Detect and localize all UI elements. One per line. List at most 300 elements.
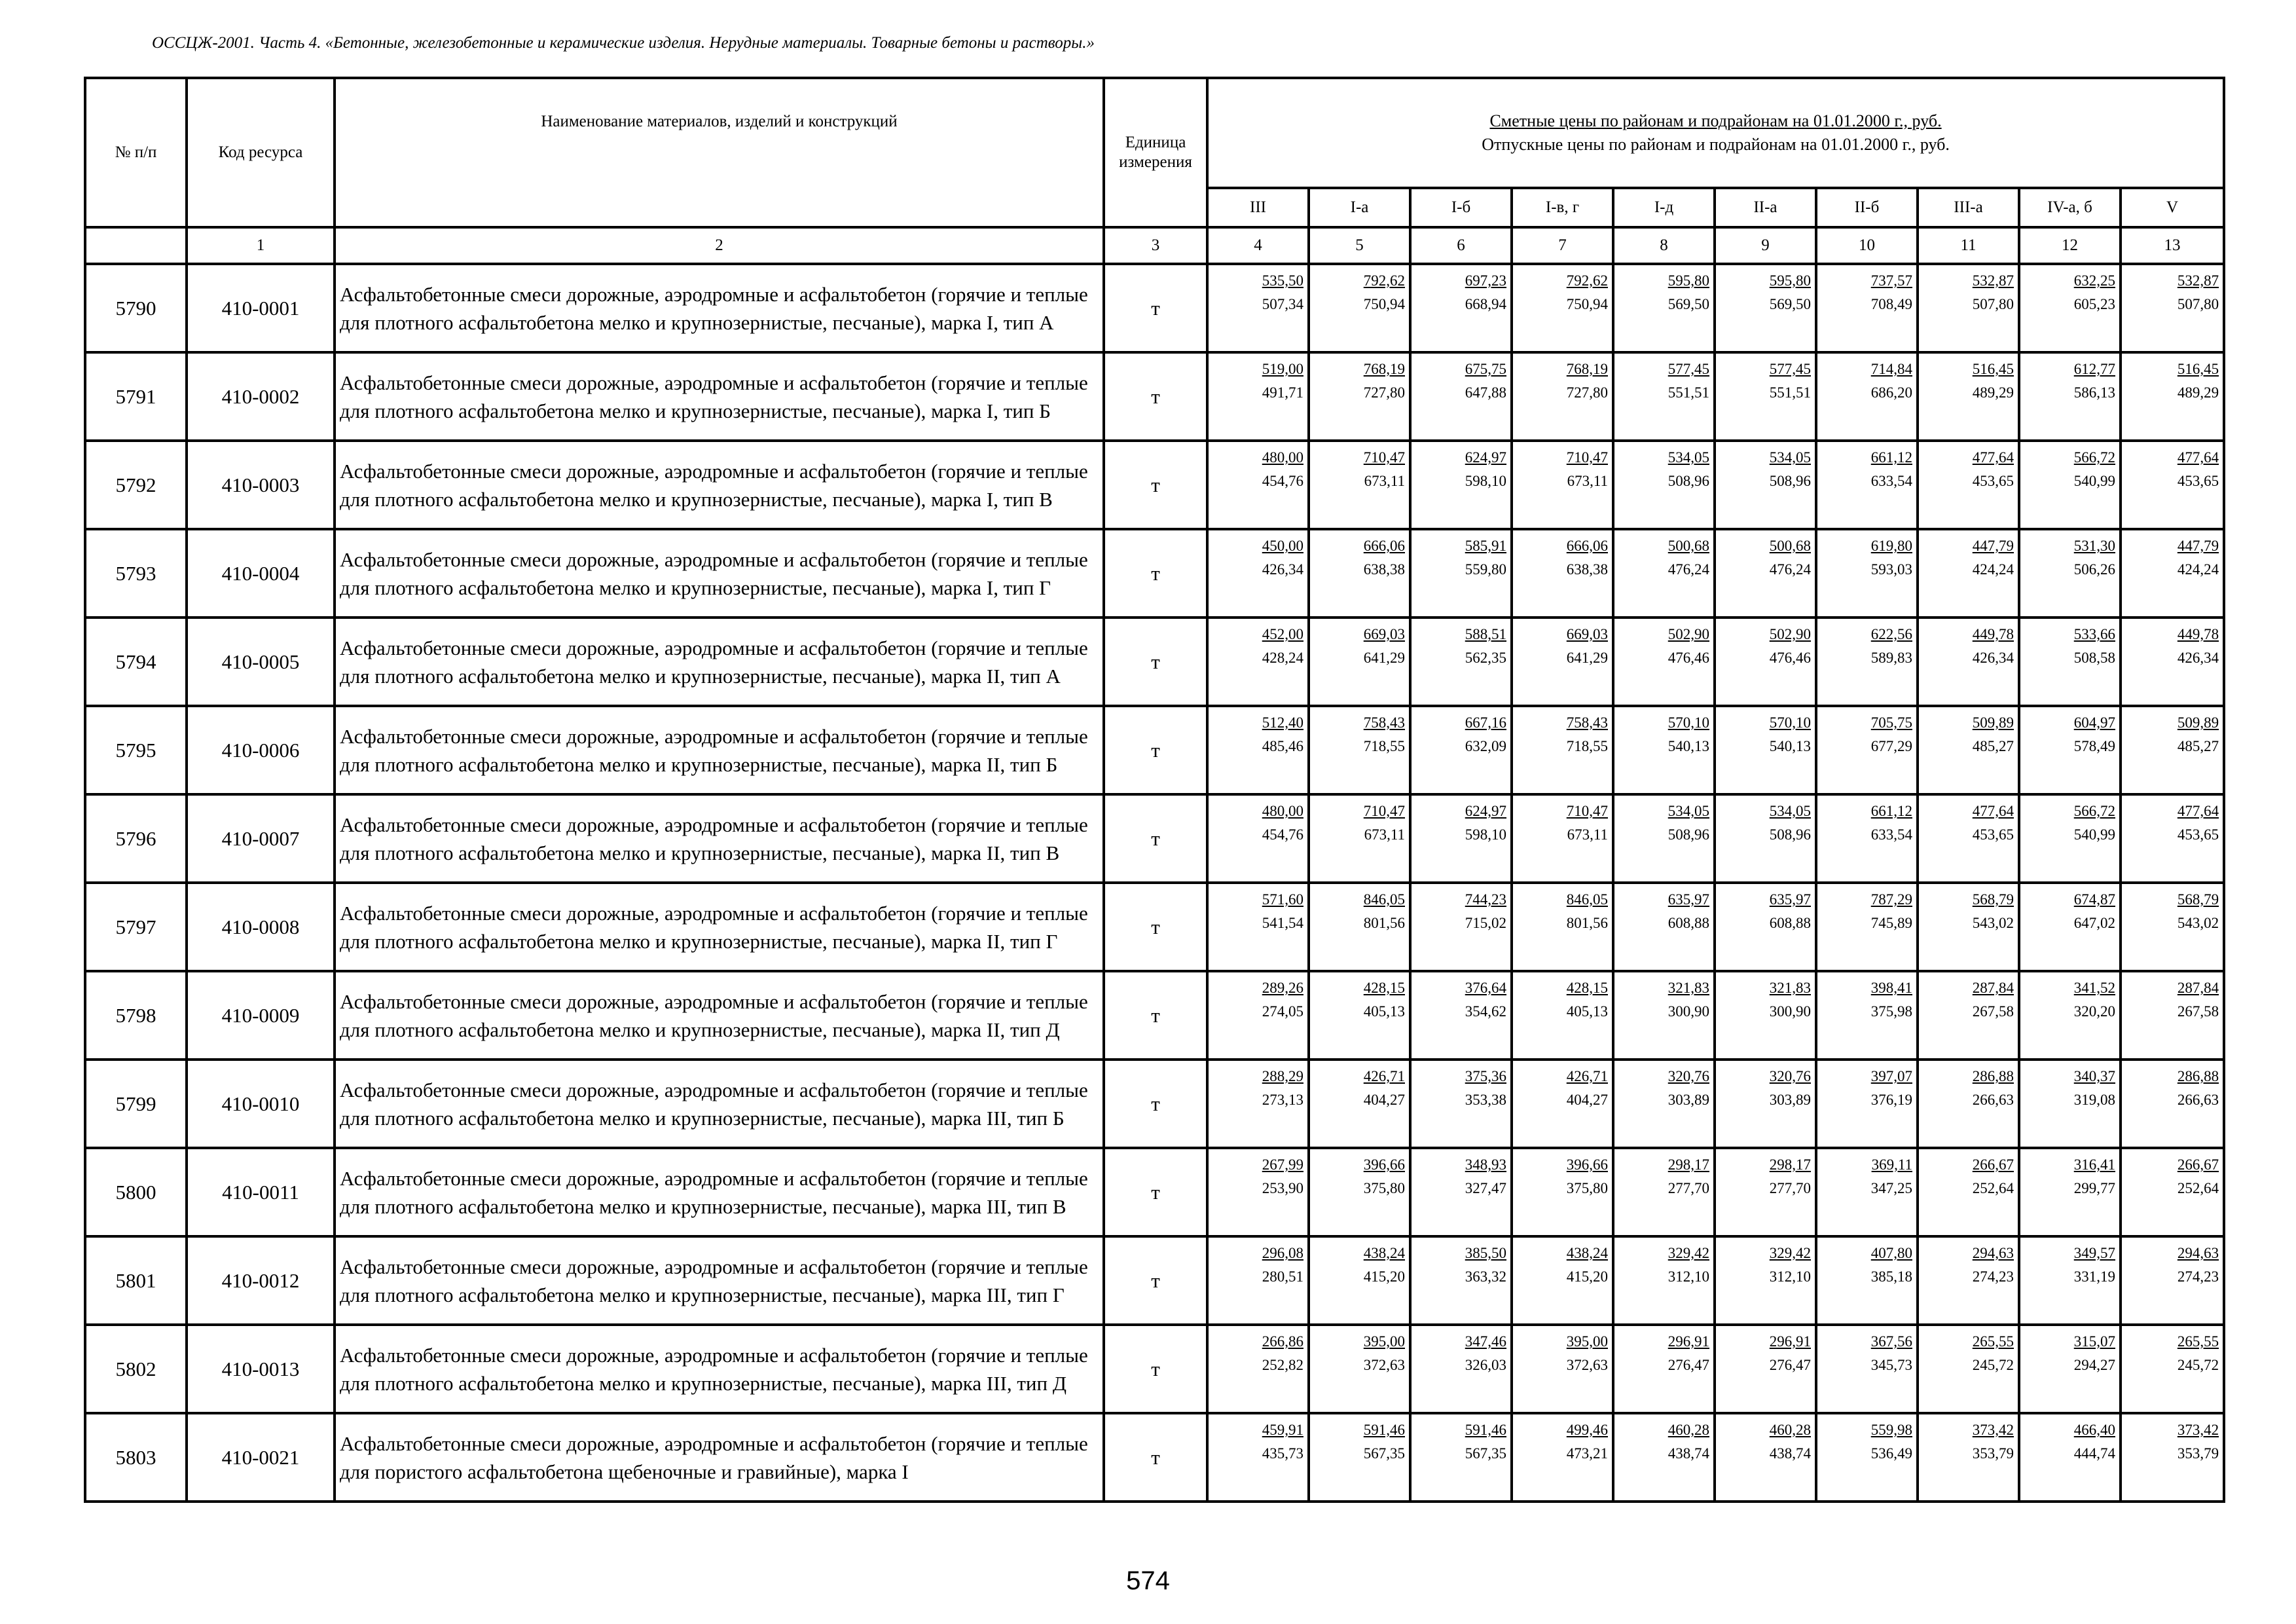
price-cell <box>1816 352 1918 441</box>
unit-cell: т <box>1104 352 1207 441</box>
release-price: 485,27 <box>2177 738 2219 754</box>
release-price: 320,20 <box>2073 1003 2115 1020</box>
estimate-price: 667,16 <box>1465 714 1506 731</box>
column-number-cell: 5 <box>1309 227 1410 264</box>
release-price: 277,70 <box>1667 1180 1709 1196</box>
price-cell <box>1410 706 1512 794</box>
price-cell <box>1410 1060 1512 1148</box>
estimate-price: 568,79 <box>2177 891 2219 908</box>
estimate-price: 533,66 <box>2073 626 2115 642</box>
estimate-price: 320,76 <box>1769 1068 1811 1084</box>
price-cell <box>2121 1236 2224 1325</box>
table-row <box>85 794 2224 883</box>
price-cell <box>1613 1236 1715 1325</box>
resource-code: 410-0010 <box>187 1060 335 1148</box>
estimate-price: 426,71 <box>1363 1068 1405 1084</box>
release-price: 294,27 <box>2073 1357 2115 1373</box>
release-price: 569,50 <box>1667 296 1709 312</box>
estimate-price: 321,83 <box>1667 980 1709 996</box>
price-table <box>84 77 2225 1503</box>
estimate-price: 792,62 <box>1566 272 1608 289</box>
estimate-price: 509,89 <box>1972 714 2014 731</box>
release-price: 266,63 <box>1972 1092 2014 1108</box>
estimate-price: 570,10 <box>1769 714 1811 731</box>
price-cell <box>1816 706 1918 794</box>
estimate-price: 407,80 <box>1870 1245 1912 1261</box>
price-cell <box>1410 794 1512 883</box>
column-number-cell: 10 <box>1816 227 1918 264</box>
column-number-cell: 4 <box>1207 227 1309 264</box>
price-cell <box>1207 971 1309 1060</box>
estimate-price: 532,87 <box>2177 272 2219 289</box>
price-cell <box>1207 1413 1309 1502</box>
release-price: 376,19 <box>1870 1092 1912 1108</box>
estimate-price: 705,75 <box>1870 714 1912 731</box>
estimate-price: 758,43 <box>1566 714 1608 731</box>
table-row <box>85 264 2224 352</box>
release-price: 428,24 <box>1262 650 1303 666</box>
price-cell <box>1816 794 1918 883</box>
price-cell <box>1918 352 2019 441</box>
estimate-price: 460,28 <box>1769 1422 1811 1438</box>
estimate-price: 661,12 <box>1870 449 1912 466</box>
price-cell <box>2121 706 2224 794</box>
release-price: 253,90 <box>1262 1180 1303 1196</box>
region-header: II-а <box>1715 188 1816 227</box>
release-price: 608,88 <box>1769 915 1811 931</box>
row-number: 5798 <box>85 971 187 1060</box>
unit-cell: т <box>1104 1060 1207 1148</box>
release-price: 303,89 <box>1769 1092 1811 1108</box>
release-price: 345,73 <box>1870 1357 1912 1373</box>
release-price: 424,24 <box>2177 561 2219 578</box>
estimate-price: 768,19 <box>1363 361 1405 377</box>
estimate-price: 669,03 <box>1363 626 1405 642</box>
estimate-price: 373,42 <box>2177 1422 2219 1438</box>
price-cell <box>1613 618 1715 706</box>
estimate-price: 298,17 <box>1769 1156 1811 1173</box>
price-cell <box>1816 1060 1918 1148</box>
row-number: 5800 <box>85 1148 187 1236</box>
material-name: Асфальтобетонные смеси дорожные, аэродромные и асфальтобетон (горячие и теплые для плотного асфальтобетона мелко и крупнозернистые, песчаные), марка I, тип А <box>335 264 1104 352</box>
price-cell <box>1309 794 1410 883</box>
region-header: I-а <box>1309 188 1410 227</box>
price-cell <box>1309 1148 1410 1236</box>
row-number: 5794 <box>85 618 187 706</box>
price-cell <box>1207 618 1309 706</box>
estimate-price: 294,63 <box>1972 1245 2014 1261</box>
header-unit: Единица измерения <box>1104 78 1207 227</box>
estimate-price: 674,87 <box>2073 891 2115 908</box>
estimate-price: 500,68 <box>1667 538 1709 554</box>
price-cell <box>1613 264 1715 352</box>
estimate-price: 635,97 <box>1667 891 1709 908</box>
price-cell <box>2019 971 2121 1060</box>
resource-code: 410-0008 <box>187 883 335 971</box>
release-price: 589,83 <box>1870 650 1912 666</box>
price-cell <box>1613 1148 1715 1236</box>
price-cell <box>2121 883 2224 971</box>
estimate-price: 298,17 <box>1667 1156 1709 1173</box>
release-price: 543,02 <box>2177 915 2219 931</box>
resource-code: 410-0003 <box>187 441 335 529</box>
release-price: 586,13 <box>2073 384 2115 401</box>
price-cell <box>1613 883 1715 971</box>
price-cell <box>1410 529 1512 618</box>
release-price: 454,76 <box>1262 826 1303 843</box>
price-cell <box>2121 1325 2224 1413</box>
price-cell <box>1309 1236 1410 1325</box>
material-name: Асфальтобетонные смеси дорожные, аэродромные и асфальтобетон (горячие и теплые для плотного асфальтобетона мелко и крупнозернистые, песчаные), марка III, тип Б <box>335 1060 1104 1148</box>
price-cell <box>1512 883 1613 971</box>
price-cell <box>1816 618 1918 706</box>
release-price: 686,20 <box>1870 384 1912 401</box>
material-name: Асфальтобетонные смеси дорожные, аэродромные и асфальтобетон (горячие и теплые для плотного асфальтобетона мелко и крупнозернистые, песчаные), марка III, тип Г <box>335 1236 1104 1325</box>
release-price: 312,10 <box>1667 1268 1709 1285</box>
estimate-price: 792,62 <box>1363 272 1405 289</box>
price-cell <box>1512 352 1613 441</box>
resource-code: 410-0006 <box>187 706 335 794</box>
release-price: 245,72 <box>1972 1357 2014 1373</box>
release-price: 426,34 <box>2177 650 2219 666</box>
estimate-price: 516,45 <box>1972 361 2014 377</box>
release-price: 541,54 <box>1262 915 1303 931</box>
estimate-price: 477,64 <box>1972 449 2014 466</box>
price-cell <box>2121 529 2224 618</box>
estimate-price: 438,24 <box>1566 1245 1608 1261</box>
release-price: 252,82 <box>1262 1357 1303 1373</box>
row-number: 5792 <box>85 441 187 529</box>
unit-cell: т <box>1104 441 1207 529</box>
row-number: 5803 <box>85 1413 187 1502</box>
price-cell <box>1715 883 1816 971</box>
estimate-price: 675,75 <box>1465 361 1506 377</box>
estimate-price: 266,86 <box>1262 1333 1303 1350</box>
release-price: 252,64 <box>1972 1180 2014 1196</box>
column-number-cell: 9 <box>1715 227 1816 264</box>
price-cell <box>1918 971 2019 1060</box>
page-number: 574 <box>1126 1566 1170 1595</box>
estimate-price: 267,99 <box>1262 1156 1303 1173</box>
estimate-price: 595,80 <box>1667 272 1709 289</box>
estimate-price: 266,67 <box>2177 1156 2219 1173</box>
release-price: 508,96 <box>1769 473 1811 489</box>
estimate-price: 477,64 <box>1972 803 2014 819</box>
release-price: 489,29 <box>2177 384 2219 401</box>
price-cell <box>1715 441 1816 529</box>
table-row <box>85 883 2224 971</box>
row-number: 5802 <box>85 1325 187 1413</box>
release-price: 551,51 <box>1667 384 1709 401</box>
estimate-price: 570,10 <box>1667 714 1709 731</box>
estimate-price: 369,11 <box>1871 1156 1912 1173</box>
release-price: 598,10 <box>1465 826 1506 843</box>
region-header: IV-а, б <box>2019 188 2121 227</box>
release-price: 598,10 <box>1465 473 1506 489</box>
region-header: I-б <box>1410 188 1512 227</box>
release-price: 299,77 <box>2073 1180 2115 1196</box>
release-price: 372,63 <box>1363 1357 1405 1373</box>
release-price: 750,94 <box>1363 296 1405 312</box>
estimate-price: 287,84 <box>1972 980 2014 996</box>
release-price: 507,34 <box>1262 296 1303 312</box>
resource-code: 410-0011 <box>187 1148 335 1236</box>
estimate-price: 604,97 <box>2073 714 2115 731</box>
unit-cell: т <box>1104 529 1207 618</box>
release-price: 454,76 <box>1262 473 1303 489</box>
release-price: 476,46 <box>1769 650 1811 666</box>
price-cell <box>1918 1325 2019 1413</box>
release-price: 435,73 <box>1262 1445 1303 1462</box>
estimate-price: 512,40 <box>1262 714 1303 731</box>
row-number: 5791 <box>85 352 187 441</box>
price-cell <box>1410 264 1512 352</box>
estimate-price: 398,41 <box>1870 980 1912 996</box>
table-row <box>85 706 2224 794</box>
header-no: № п/п <box>85 78 187 227</box>
price-cell <box>1613 1413 1715 1502</box>
price-cell <box>1613 529 1715 618</box>
release-price: 801,56 <box>1363 915 1405 931</box>
estimate-price: 395,00 <box>1566 1333 1608 1350</box>
release-price: 540,99 <box>2073 473 2115 489</box>
price-cell <box>2121 794 2224 883</box>
estimate-price: 296,91 <box>1667 1333 1709 1350</box>
price-cell <box>1207 529 1309 618</box>
release-price: 745,89 <box>1870 915 1912 931</box>
price-cell <box>1816 883 1918 971</box>
release-price: 567,35 <box>1363 1445 1405 1462</box>
release-price: 551,51 <box>1769 384 1811 401</box>
estimate-price: 571,60 <box>1262 891 1303 908</box>
estimate-price: 744,23 <box>1465 891 1506 908</box>
estimate-price: 531,30 <box>2073 538 2115 554</box>
estimate-price: 296,91 <box>1769 1333 1811 1350</box>
price-cell <box>1918 441 2019 529</box>
estimate-price-title: Сметные цены по районам и подрайонам на 01.01.2000 г., руб. <box>1489 111 1942 130</box>
price-cell <box>1207 352 1309 441</box>
price-cell <box>1918 1148 2019 1236</box>
price-cell <box>1207 706 1309 794</box>
unit-cell: т <box>1104 971 1207 1060</box>
estimate-price: 566,72 <box>2073 803 2115 819</box>
release-price: 453,65 <box>1972 473 2014 489</box>
release-price: 415,20 <box>1363 1268 1405 1285</box>
release-price: 567,35 <box>1465 1445 1506 1462</box>
material-name: Асфальтобетонные смеси дорожные, аэродромные и асфальтобетон (горячие и теплые для плотного асфальтобетона мелко и крупнозернистые, песчаные), марка II, тип Б <box>335 706 1104 794</box>
estimate-price: 466,40 <box>2073 1422 2115 1438</box>
release-price: 353,38 <box>1465 1092 1506 1108</box>
price-cell <box>2019 794 2121 883</box>
price-cell <box>1512 1325 1613 1413</box>
estimate-price: 477,64 <box>2177 803 2219 819</box>
region-header: II-б <box>1816 188 1918 227</box>
release-price: 252,64 <box>2177 1180 2219 1196</box>
release-price: 507,80 <box>1972 296 2014 312</box>
price-cell <box>1410 352 1512 441</box>
estimate-price: 710,47 <box>1363 803 1405 819</box>
release-price: 715,02 <box>1465 915 1506 931</box>
column-number-cell: 7 <box>1512 227 1613 264</box>
estimate-price: 500,68 <box>1769 538 1811 554</box>
release-price: 353,79 <box>1972 1445 2014 1462</box>
estimate-price: 577,45 <box>1769 361 1811 377</box>
price-cell <box>1512 618 1613 706</box>
price-cell <box>2121 1148 2224 1236</box>
price-cell <box>2019 1236 2121 1325</box>
price-cell <box>1918 618 2019 706</box>
release-price: 540,13 <box>1769 738 1811 754</box>
release-price: 453,65 <box>2177 473 2219 489</box>
region-header: I-д <box>1613 188 1715 227</box>
release-price: 404,27 <box>1363 1092 1405 1108</box>
release-price: 801,56 <box>1566 915 1608 931</box>
price-cell <box>2019 1325 2121 1413</box>
material-name: Асфальтобетонные смеси дорожные, аэродромные и асфальтобетон (горячие и теплые для плотного асфальтобетона мелко и крупнозернистые, песчаные), марка III, тип Д <box>335 1325 1104 1413</box>
release-price-title: Отпускные цены по районам и подрайонам на 01.01.2000 г., руб. <box>1482 135 1950 154</box>
estimate-price: 349,57 <box>2073 1245 2115 1261</box>
price-cell <box>1613 352 1715 441</box>
estimate-price: 480,00 <box>1262 449 1303 466</box>
estimate-price: 265,55 <box>2177 1333 2219 1350</box>
release-price: 303,89 <box>1667 1092 1709 1108</box>
price-cell <box>1410 618 1512 706</box>
estimate-price: 585,91 <box>1465 538 1506 554</box>
price-cell <box>1613 971 1715 1060</box>
release-price: 668,94 <box>1465 296 1506 312</box>
estimate-price: 459,91 <box>1262 1422 1303 1438</box>
estimate-price: 568,79 <box>1972 891 2014 908</box>
release-price: 267,58 <box>2177 1003 2219 1020</box>
release-price: 331,19 <box>2073 1268 2115 1285</box>
release-price: 632,09 <box>1465 738 1506 754</box>
release-price: 319,08 <box>2073 1092 2115 1108</box>
price-cell <box>2019 618 2121 706</box>
price-cell <box>1309 1325 1410 1413</box>
estimate-price: 296,08 <box>1262 1245 1303 1261</box>
release-price: 372,63 <box>1566 1357 1608 1373</box>
release-price: 385,18 <box>1870 1268 1912 1285</box>
table-row <box>85 1148 2224 1236</box>
release-price: 750,94 <box>1566 296 1608 312</box>
table-row <box>85 1325 2224 1413</box>
estimate-price: 595,80 <box>1769 272 1811 289</box>
estimate-price: 661,12 <box>1870 803 1912 819</box>
price-cell <box>2019 529 2121 618</box>
estimate-price: 710,47 <box>1363 449 1405 466</box>
estimate-price: 438,24 <box>1363 1245 1405 1261</box>
release-price: 274,05 <box>1262 1003 1303 1020</box>
price-cell <box>1918 706 2019 794</box>
price-cell <box>1715 352 1816 441</box>
release-price: 489,29 <box>1972 384 2014 401</box>
column-number-cell: 2 <box>335 227 1104 264</box>
price-cell <box>2121 352 2224 441</box>
price-cell <box>1410 971 1512 1060</box>
release-price: 277,70 <box>1769 1180 1811 1196</box>
price-cell <box>1715 971 1816 1060</box>
price-cell <box>2121 1060 2224 1148</box>
table-body <box>85 264 2224 1502</box>
release-price: 453,65 <box>2177 826 2219 843</box>
material-name: Асфальтобетонные смеси дорожные, аэродромные и асфальтобетон (горячие и теплые для плотного асфальтобетона мелко и крупнозернистые, песчаные), марка II, тип В <box>335 794 1104 883</box>
estimate-price: 385,50 <box>1465 1245 1506 1261</box>
release-price: 426,34 <box>1972 650 2014 666</box>
release-price: 647,02 <box>2073 915 2115 931</box>
estimate-price: 428,15 <box>1566 980 1608 996</box>
estimate-price: 320,76 <box>1667 1068 1709 1084</box>
table-row <box>85 529 2224 618</box>
price-cell <box>1918 883 2019 971</box>
estimate-price: 737,57 <box>1870 272 1912 289</box>
resource-code: 410-0013 <box>187 1325 335 1413</box>
region-header: I-в, г <box>1512 188 1613 227</box>
price-cell <box>1512 794 1613 883</box>
price-cell <box>1512 441 1613 529</box>
price-cell <box>1816 1413 1918 1502</box>
price-cell <box>1715 1325 1816 1413</box>
estimate-price: 376,64 <box>1465 980 1506 996</box>
material-name: Асфальтобетонные смеси дорожные, аэродромные и асфальтобетон (горячие и теплые для плотного асфальтобетона мелко и крупнозернистые, песчаные), марка II, тип А <box>335 618 1104 706</box>
release-price: 536,49 <box>1870 1445 1912 1462</box>
material-name: Асфальтобетонные смеси дорожные, аэродромные и асфальтобетон (горячие и теплые для пористого асфальтобетона щебеночные и гравийные), марка I <box>335 1413 1104 1502</box>
release-price: 578,49 <box>2073 738 2115 754</box>
price-cell <box>2121 971 2224 1060</box>
estimate-price: 635,97 <box>1769 891 1811 908</box>
release-price: 608,88 <box>1667 915 1709 931</box>
estimate-price: 447,79 <box>2177 538 2219 554</box>
price-cell <box>2019 1060 2121 1148</box>
release-price: 506,26 <box>2073 561 2115 578</box>
release-price: 508,96 <box>1769 826 1811 843</box>
estimate-price: 509,89 <box>2177 714 2219 731</box>
release-price: 540,13 <box>1667 738 1709 754</box>
price-cell <box>1918 794 2019 883</box>
estimate-price: 348,93 <box>1465 1156 1506 1173</box>
estimate-price: 449,78 <box>2177 626 2219 642</box>
estimate-price: 669,03 <box>1566 626 1608 642</box>
release-price: 708,49 <box>1870 296 1912 312</box>
release-price: 405,13 <box>1566 1003 1608 1020</box>
estimate-price: 534,05 <box>1769 803 1811 819</box>
price-cell <box>1816 529 1918 618</box>
price-cell <box>1410 441 1512 529</box>
resource-code: 410-0007 <box>187 794 335 883</box>
column-number-cell <box>85 227 187 264</box>
header-price-titles <box>1207 78 2224 188</box>
material-name: Асфальтобетонные смеси дорожные, аэродромные и асфальтобетон (горячие и теплые для плотного асфальтобетона мелко и крупнозернистые, песчаные), марка III, тип В <box>335 1148 1104 1236</box>
price-cell <box>1715 1060 1816 1148</box>
price-cell <box>2121 441 2224 529</box>
estimate-price: 286,88 <box>2177 1068 2219 1084</box>
estimate-price: 591,46 <box>1465 1422 1506 1438</box>
table-row <box>85 1060 2224 1148</box>
price-cell <box>2019 264 2121 352</box>
price-cell <box>1613 1060 1715 1148</box>
resource-code: 410-0002 <box>187 352 335 441</box>
release-price: 415,20 <box>1566 1268 1608 1285</box>
estimate-price: 624,97 <box>1465 803 1506 819</box>
price-cell <box>1207 264 1309 352</box>
estimate-price: 395,00 <box>1363 1333 1405 1350</box>
release-price: 274,23 <box>2177 1268 2219 1285</box>
estimate-price: 612,77 <box>2073 361 2115 377</box>
region-header: V <box>2121 188 2224 227</box>
table-row <box>85 352 2224 441</box>
estimate-price: 397,07 <box>1870 1068 1912 1084</box>
header-name: Наименование материалов, изделий и конструкций <box>335 78 1104 227</box>
unit-cell: т <box>1104 794 1207 883</box>
